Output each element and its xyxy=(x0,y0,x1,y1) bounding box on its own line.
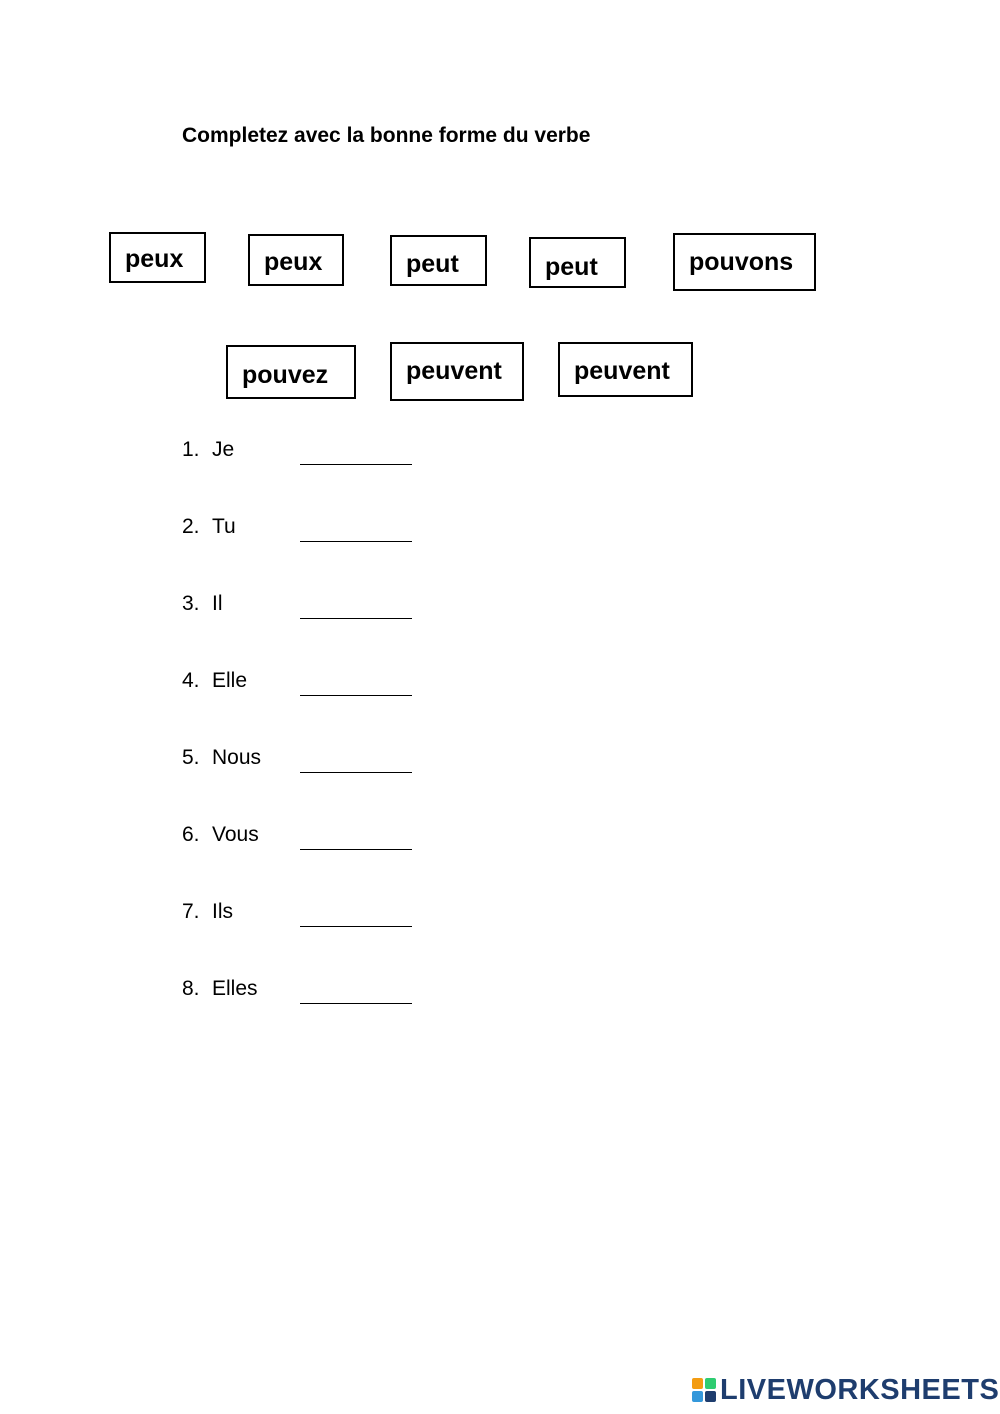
word-box-peux-1[interactable]: peux xyxy=(109,232,206,283)
answer-blank[interactable] xyxy=(300,464,412,465)
word-box-peux-2[interactable]: peux xyxy=(248,234,344,286)
word-box-peuvent-2[interactable]: peuvent xyxy=(558,342,693,397)
word-box-peut-1[interactable]: peut xyxy=(390,235,487,286)
worksheet-title: Completez avec la bonne forme du verbe xyxy=(182,124,591,147)
logo-square-icon xyxy=(692,1391,703,1402)
item-number: 1. xyxy=(182,438,200,461)
word-box-peuvent-1[interactable]: peuvent xyxy=(390,342,524,401)
item-number: 4. xyxy=(182,669,200,692)
item-pronoun: Tu xyxy=(212,515,236,538)
item-pronoun: Elles xyxy=(212,977,258,1000)
item-pronoun: Ils xyxy=(212,900,233,923)
item-number: 2. xyxy=(182,515,200,538)
answer-blank[interactable] xyxy=(300,926,412,927)
item-number: 7. xyxy=(182,900,200,923)
word-box-pouvons[interactable]: pouvons xyxy=(673,233,816,291)
word-box-pouvez[interactable]: pouvez xyxy=(226,345,356,399)
logo-square-icon xyxy=(705,1378,716,1389)
logo-grid-icon xyxy=(692,1378,716,1402)
item-number: 3. xyxy=(182,592,200,615)
word-box-peut-2[interactable]: peut xyxy=(529,237,626,288)
item-pronoun: Elle xyxy=(212,669,248,692)
answer-blank[interactable] xyxy=(300,849,412,850)
liveworksheets-logo[interactable] xyxy=(692,1374,999,1406)
item-pronoun: Nous xyxy=(212,746,262,769)
answer-blank[interactable] xyxy=(300,541,412,542)
item-pronoun: Je xyxy=(212,438,235,461)
answer-blank[interactable] xyxy=(300,695,412,696)
answer-blank[interactable] xyxy=(300,772,412,773)
logo-text: LIVEWORKSHEETS xyxy=(720,1373,1000,1406)
item-number: 6. xyxy=(182,823,200,846)
answer-blank[interactable] xyxy=(300,1003,412,1004)
logo-square-icon xyxy=(692,1378,703,1389)
item-pronoun: Vous xyxy=(212,823,259,846)
item-pronoun: Il xyxy=(212,592,223,615)
item-number: 5. xyxy=(182,746,200,769)
logo-square-icon xyxy=(705,1391,716,1402)
item-number: 8. xyxy=(182,977,200,1000)
answer-blank[interactable] xyxy=(300,618,412,619)
